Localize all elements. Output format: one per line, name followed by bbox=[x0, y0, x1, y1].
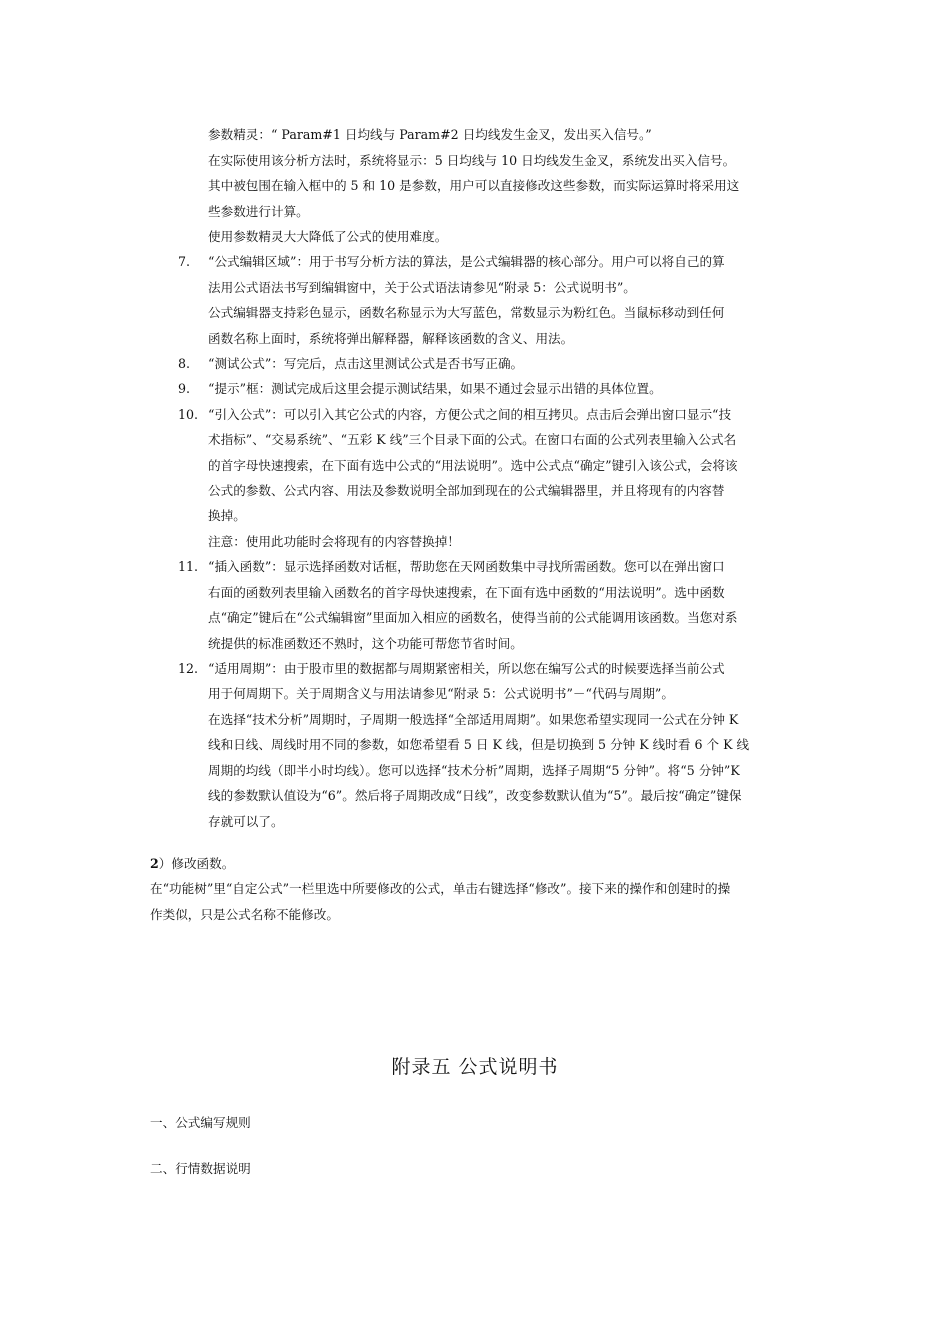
appendix-item: 一、公式编写规则 bbox=[150, 1115, 251, 1130]
list-item-line: 统提供的标准函数还不熟时，这个功能可帮您节省时间。 bbox=[208, 636, 523, 651]
list-item-line: “适用周期”：由于股市里的数据都与周期紧密相关，所以您在编写公式的时候要选择当前公式 bbox=[208, 661, 725, 676]
list-item-line: 存就可以了。 bbox=[208, 814, 284, 829]
list-item-line: 函数名称上面时，系统将弹出解释器，解释该函数的含义、用法。 bbox=[208, 331, 574, 346]
list-item-line: 线的参数默认值设为“6”。然后将子周期改成“日线”，改变参数默认值为“5”。最后按“确定”键保 bbox=[208, 788, 742, 803]
list-item-number: 10. bbox=[178, 407, 199, 422]
intro-line: 些参数进行计算。 bbox=[208, 204, 309, 219]
appendix-item: 二、行情数据说明 bbox=[150, 1161, 251, 1176]
list-item-line: 线和日线、周线时用不同的参数，如您希望看 5 日 K 线，但是切换到 5 分钟 K 线时看 6 个 K 线 bbox=[208, 737, 750, 752]
list-item-number: 9. bbox=[178, 381, 191, 396]
section-heading-text: ）修改函数。 bbox=[158, 856, 235, 871]
list-item-line: 换掉。 bbox=[208, 508, 246, 523]
list-item-line: “插入函数”：显示选择函数对话框，帮助您在天网函数集中寻找所需函数。您可以在弹出窗口 bbox=[208, 559, 725, 574]
list-item-line: 点“确定”键后在“公式编辑窗”里面加入相应的函数名，使得当前的公式能调用该函数。当您对系 bbox=[208, 610, 738, 625]
list-item-line: 的首字母快速搜索，在下面有选中公式的“用法说明”。选中公式点“确定”键引入该公式，会将该 bbox=[208, 458, 738, 473]
intro-line: 在实际使用该分析方法时，系统将显示：5 日均线与 10 日均线发生金叉，系统发出买入信号。 bbox=[208, 153, 736, 168]
list-item-number: 8. bbox=[178, 356, 191, 371]
list-item-number: 7. bbox=[178, 254, 191, 269]
section-number: 2 bbox=[150, 856, 159, 871]
list-item-line: 用于何周期下。关于周期含义与用法请参见“附录 5：公式说明书”－“代码与周期”。 bbox=[208, 686, 674, 701]
list-item-number: 11. bbox=[178, 559, 199, 574]
section-paragraph-line: 在“功能树”里“自定公式”一栏里选中所要修改的公式，单击右键选择“修改”。接下来的操作和创建时的操 bbox=[150, 881, 731, 896]
list-item-line: 公式编辑器支持彩色显示，函数名称显示为大写蓝色，常数显示为粉红色。当鼠标移动到任何 bbox=[208, 305, 725, 320]
list-item-line: 右面的函数列表里输入函数名的首字母快速搜索，在下面有选中函数的“用法说明”。选中函数 bbox=[208, 585, 725, 600]
list-item-line: “引入公式”：可以引入其它公式的内容，方便公式之间的相互拷贝。点击后会弹出窗口显示“技 bbox=[208, 407, 732, 422]
intro-line: 使用参数精灵大大降低了公式的使用难度。 bbox=[208, 229, 448, 244]
list-item-line: “公式编辑区域”：用于书写分析方法的算法，是公式编辑器的核心部分。用户可以将自己的算 bbox=[208, 254, 725, 269]
intro-line: 参数精灵：“ Param#1 日均线与 Param#2 日均线发生金叉，发出买入信号。” bbox=[208, 127, 652, 142]
list-item-line: 术指标”、“交易系统”、“五彩 K 线”三个目录下面的公式。在窗口右面的公式列表里输入公式名 bbox=[208, 432, 737, 447]
section-heading bbox=[150, 855, 234, 873]
list-item-line: 在选择“技术分析”周期时，子周期一般选择“全部适用周期”。如果您希望实现同一公式在分钟 K bbox=[208, 712, 739, 727]
intro-line: 其中被包围在输入框中的 5 和 10 是参数，用户可以直接修改这些参数，而实际运算时将采用这 bbox=[208, 178, 740, 193]
list-item-line: 公式的参数、公式内容、用法及参数说明全部加到现在的公式编辑器里，并且将现有的内容替 bbox=[208, 483, 725, 498]
list-item-line: “提示”框：测试完成后这里会提示测试结果，如果不通过会显示出错的具体位置。 bbox=[208, 381, 662, 396]
list-item-line: “测试公式”：写完后，点击这里测试公式是否书写正确。 bbox=[208, 356, 524, 371]
section-paragraph-line: 作类似，只是公式名称不能修改。 bbox=[150, 907, 339, 922]
appendix-title: 附录五 公式说明书 bbox=[391, 1056, 559, 1078]
list-item-line: 周期的均线（即半小时均线）。您可以选择“技术分析”周期，选择子周期“5 分钟”。将“5 分钟”K bbox=[208, 763, 740, 778]
list-item-line: 法用公式语法书写到编辑窗中，关于公式语法请参见“附录 5：公式说明书”。 bbox=[208, 280, 636, 295]
list-item-note: 注意：使用此功能时会将现有的内容替换掉！ bbox=[208, 534, 460, 549]
list-item-number: 12. bbox=[178, 661, 199, 676]
